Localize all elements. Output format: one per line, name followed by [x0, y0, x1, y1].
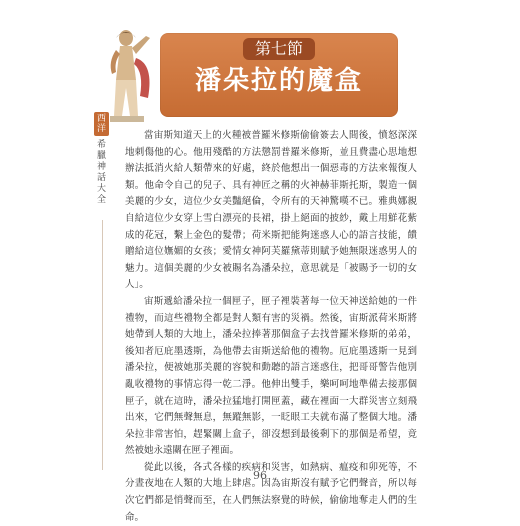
greek-statue-illustration — [102, 28, 162, 128]
book-title-vertical: 希臘神話大全 — [96, 140, 106, 205]
side-tab-badge: 西洋 — [94, 112, 109, 136]
body-text — [125, 128, 417, 526]
paragraph: 從此以後，各式各樣的疾病和災害，如熱病、瘟疫和卯死等，不分晝夜地在人類的大地上肆虐。因為宙斯沒有賦予它們聲音，所以每次它們都是悄聲而至，在人們無法察覺的時候，偷偷地奪走人們的生命。 — [125, 461, 417, 523]
paragraph: 宙斯遞給潘朵拉一個匣子，匣子裡裝著每一位天神送給她的一件禮物，而這些禮物全都是對人類有害的災禍。然後，宙斯派荷米斯將她帶到人類的大地上，潘朵拉捧著那個盒子去找普羅米修斯的弟弟，後知者厄庇墨透斯，為他帶去宙斯送給他的禮物。厄庇墨透斯一見到潘朵拉，便被她那美麗的容貌和動聽的語言迷惑住，把哥哥警告他別亂收禮物的事情忘得一乾二淨。他伸出雙手，樂呵呵地準備去接那個匣子，就在這時，潘朵拉猛地打開匣蓋，藏在裡面一大群災害立刻飛出來，它們無聲無息，無蹤無影，一眨眼工夫就布滿了整個大地。潘朵拉非常害怕，趕緊關上盒子，卻沒想到最後剩下的那個是希望，竟然被她永遠關在匣子裡面。 — [125, 295, 417, 457]
paragraph: 當宙斯知道天上的火種被普羅米修斯偷偷簽去人間後，憤怒深深地刺傷他的心。他用殘酷的方法懲罰普羅米修斯，並且費盡心思地想辦法抵消火給人類帶來的好處，終於他想出一個惡毒的方法來報復人類。他命令自己的兒子、具有神匠之稱的火神赫菲斯托斯，製造一個美麗的少女，這位少女美豔絕倫，令所有的天神驚嘆不已。雅典娜親自給這位少女穿上雪白漂亮的長裙，掛上絕面的披紗，戴上用鮮花紫成的花冠，繫上金色的髮帶；荷米斯把能夠迷惑人心的語言技能，饋贈給這位嫵媚的女孩；愛情女神阿芙羅黛蒂則賦予她無限迷惑男人的魅力。這個美麗的少女被賜名為潘朵拉，意思就是「被賜予一切的女人」。 — [125, 130, 417, 291]
chapter-banner — [160, 33, 398, 117]
page-number: 96 — [253, 469, 267, 482]
side-tab — [93, 112, 110, 206]
side-divider — [102, 220, 103, 470]
chapter-number: 第七節 — [243, 38, 315, 60]
chapter-title: 潘朵拉的魔盒 — [194, 66, 363, 96]
